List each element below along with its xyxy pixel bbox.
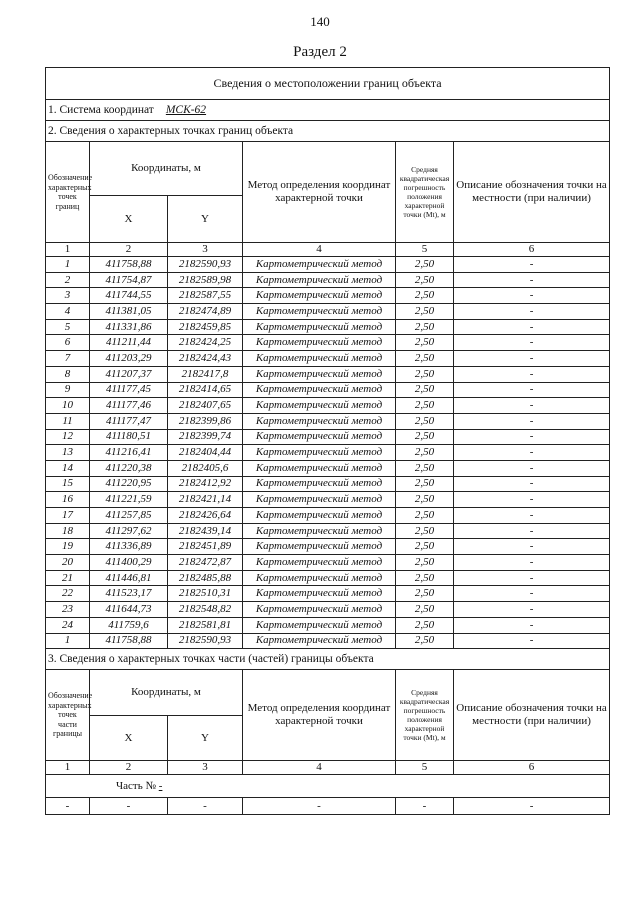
accuracy-cell: 2,50 (396, 492, 454, 508)
method-cell: Картометрический метод (243, 570, 396, 586)
y-coord-cell: 2182590,93 (168, 633, 243, 649)
y-coord-cell: 2182417,8 (168, 366, 243, 382)
description-cell: - (454, 586, 610, 602)
accuracy-cell: 2,50 (396, 460, 454, 476)
x-coord-cell: 411220,95 (90, 476, 168, 492)
point-id-cell: 20 (46, 555, 90, 571)
description-cell: - (454, 617, 610, 633)
y-coord-cell: 2182426,64 (168, 508, 243, 524)
part-label: Часть № (116, 779, 156, 792)
column-number-row (46, 243, 610, 257)
point-id-cell: 16 (46, 492, 90, 508)
method-cell: Картометрический метод (243, 382, 396, 398)
coord-system-row (46, 100, 610, 121)
column-number: 2 (90, 761, 168, 775)
table-row (46, 633, 610, 649)
method-cell: Картометрический метод (243, 492, 396, 508)
x-coord-cell: 411211,44 (90, 335, 168, 351)
header-point-label: Обозначение характерных точек границ (46, 142, 90, 243)
accuracy-cell: 2,50 (396, 523, 454, 539)
table-row (46, 492, 610, 508)
column-number: 4 (243, 243, 396, 257)
x-coord-cell: 411758,88 (90, 257, 168, 273)
table-row (46, 429, 610, 445)
accuracy-cell: 2,50 (396, 413, 454, 429)
y-coord-cell: 2182424,43 (168, 351, 243, 367)
point-id-cell: 22 (46, 586, 90, 602)
column-number: 3 (168, 761, 243, 775)
y-coord-cell: 2182424,25 (168, 335, 243, 351)
table-row (46, 272, 610, 288)
method-cell: Картометрический метод (243, 288, 396, 304)
method-cell: Картометрический метод (243, 555, 396, 571)
point-id-cell: 2 (46, 272, 90, 288)
x-coord-cell: 411744,55 (90, 288, 168, 304)
header-y: Y (168, 716, 243, 761)
accuracy-cell: 2,50 (396, 570, 454, 586)
method-cell: Картометрический метод (243, 304, 396, 320)
accuracy-cell: 2,50 (396, 257, 454, 273)
table-title: Сведения о местоположении границ объекта (46, 68, 610, 100)
coord-system-label: 1. Система координат (48, 103, 154, 116)
y-coord-cell: 2182421,14 (168, 492, 243, 508)
point-id-cell: 17 (46, 508, 90, 524)
description-cell: - (454, 288, 610, 304)
coord-system-value: МСК-62 (165, 103, 207, 116)
method-cell: Картометрический метод (243, 508, 396, 524)
x-coord-cell: 411523,17 (90, 586, 168, 602)
table-row (46, 586, 610, 602)
accuracy-cell: 2,50 (396, 304, 454, 320)
y-coord-cell: 2182405,6 (168, 460, 243, 476)
table-row (46, 304, 610, 320)
table-row (46, 351, 610, 367)
header-y: Y (168, 196, 243, 243)
header-x: X (90, 196, 168, 243)
description-cell: - (454, 555, 610, 571)
method-cell: Картометрический метод (243, 460, 396, 476)
point-id-cell: 3 (46, 288, 90, 304)
table-row (46, 398, 610, 414)
table-cell: - (454, 798, 610, 815)
y-coord-cell: 2182581,81 (168, 617, 243, 633)
table-row (46, 413, 610, 429)
x-coord-cell: 411203,29 (90, 351, 168, 367)
header-method: Метод определения координат характерной точки (243, 670, 396, 761)
x-coord-cell: 411257,85 (90, 508, 168, 524)
y-coord-cell: 2182439,14 (168, 523, 243, 539)
accuracy-cell: 2,50 (396, 633, 454, 649)
part-value: - (158, 779, 163, 792)
table-row (46, 523, 610, 539)
description-cell: - (454, 460, 610, 476)
method-cell: Картометрический метод (243, 398, 396, 414)
x-coord-cell: 411216,41 (90, 445, 168, 461)
table-row (46, 476, 610, 492)
y-coord-cell: 2182590,93 (168, 257, 243, 273)
description-cell: - (454, 335, 610, 351)
description-cell: - (454, 319, 610, 335)
description-cell: - (454, 272, 610, 288)
accuracy-cell: 2,50 (396, 288, 454, 304)
point-id-cell: 7 (46, 351, 90, 367)
x-coord-cell: 411331,86 (90, 319, 168, 335)
accuracy-cell: 2,50 (396, 476, 454, 492)
y-coord-cell: 2182474,89 (168, 304, 243, 320)
point-id-cell: 4 (46, 304, 90, 320)
table-row (46, 335, 610, 351)
accuracy-cell: 2,50 (396, 602, 454, 618)
accuracy-cell: 2,50 (396, 272, 454, 288)
column-number: 3 (168, 243, 243, 257)
table-row (46, 366, 610, 382)
x-coord-cell: 411221,59 (90, 492, 168, 508)
table-cell: - (90, 798, 168, 815)
method-cell: Картометрический метод (243, 523, 396, 539)
x-coord-cell: 411177,47 (90, 413, 168, 429)
page-number: 140 (310, 14, 330, 29)
header-accuracy: Средняя квадратическая погрешность положения характерной точки (Мt), м (396, 670, 454, 761)
accuracy-cell: 2,50 (396, 382, 454, 398)
description-cell: - (454, 539, 610, 555)
table-row (46, 460, 610, 476)
method-cell: Картометрический метод (243, 617, 396, 633)
table-row (46, 617, 610, 633)
point-id-cell: 5 (46, 319, 90, 335)
x-coord-cell: 411759,6 (90, 617, 168, 633)
point-id-cell: 6 (46, 335, 90, 351)
x-coord-cell: 411644,73 (90, 602, 168, 618)
description-cell: - (454, 429, 610, 445)
header-coords: Координаты, м (90, 670, 243, 716)
header-description: Описание обозначения точки на местности (при наличии) (454, 142, 610, 243)
y-coord-cell: 2182459,85 (168, 319, 243, 335)
x-coord-cell: 411177,45 (90, 382, 168, 398)
column-number: 6 (454, 761, 610, 775)
point-id-cell: 12 (46, 429, 90, 445)
table-row (46, 570, 610, 586)
y-coord-cell: 2182510,31 (168, 586, 243, 602)
y-coord-cell: 2182587,55 (168, 288, 243, 304)
description-cell: - (454, 508, 610, 524)
table-cell: - (396, 798, 454, 815)
x-coord-cell: 411180,51 (90, 429, 168, 445)
y-coord-cell: 2182485,88 (168, 570, 243, 586)
method-cell: Картометрический метод (243, 257, 396, 273)
y-coord-cell: 2182472,87 (168, 555, 243, 571)
method-cell: Картометрический метод (243, 539, 396, 555)
accuracy-cell: 2,50 (396, 445, 454, 461)
section2-title: 2. Сведения о характерных точках границ объекта (46, 121, 610, 142)
table-cell: - (46, 798, 90, 815)
table-row (46, 798, 610, 815)
part-label-row (46, 775, 610, 798)
description-cell: - (454, 382, 610, 398)
table-row (46, 539, 610, 555)
point-id-cell: 14 (46, 460, 90, 476)
point-id-cell: 18 (46, 523, 90, 539)
accuracy-cell: 2,50 (396, 335, 454, 351)
header-point-label: Обозначение характерных точек части границы (46, 670, 90, 761)
column-number: 5 (396, 243, 454, 257)
method-cell: Картометрический метод (243, 445, 396, 461)
description-cell: - (454, 633, 610, 649)
method-cell: Картометрический метод (243, 602, 396, 618)
point-id-cell: 13 (46, 445, 90, 461)
y-coord-cell: 2182399,86 (168, 413, 243, 429)
accuracy-cell: 2,50 (396, 586, 454, 602)
method-cell: Картометрический метод (243, 413, 396, 429)
column-number: 1 (46, 761, 90, 775)
x-coord-cell: 411207,37 (90, 366, 168, 382)
accuracy-cell: 2,50 (396, 319, 454, 335)
description-cell: - (454, 366, 610, 382)
description-cell: - (454, 445, 610, 461)
table-row (46, 602, 610, 618)
point-id-cell: 9 (46, 382, 90, 398)
description-cell: - (454, 570, 610, 586)
header-accuracy: Средняя квадратическая погрешность положения характерной точки (Мt), м (396, 142, 454, 243)
column-number-row (46, 761, 610, 775)
y-coord-cell: 2182412,92 (168, 476, 243, 492)
x-coord-cell: 411220,38 (90, 460, 168, 476)
table-cell: - (243, 798, 396, 815)
y-coord-cell: 2182414,65 (168, 382, 243, 398)
point-id-cell: 23 (46, 602, 90, 618)
method-cell: Картометрический метод (243, 476, 396, 492)
x-coord-cell: 411297,62 (90, 523, 168, 539)
column-number: 6 (454, 243, 610, 257)
column-number: 2 (90, 243, 168, 257)
point-id-cell: 10 (46, 398, 90, 414)
table-row (46, 445, 610, 461)
method-cell: Картометрический метод (243, 429, 396, 445)
method-cell: Картометрический метод (243, 633, 396, 649)
header-coords: Координаты, м (90, 142, 243, 196)
x-coord-cell: 411754,87 (90, 272, 168, 288)
method-cell: Картометрический метод (243, 272, 396, 288)
table-row (46, 288, 610, 304)
section-title: Раздел 2 (293, 44, 347, 60)
point-id-cell: 19 (46, 539, 90, 555)
description-cell: - (454, 476, 610, 492)
method-cell: Картометрический метод (243, 351, 396, 367)
point-id-cell: 1 (46, 633, 90, 649)
description-cell: - (454, 257, 610, 273)
method-cell: Картометрический метод (243, 586, 396, 602)
y-coord-cell: 2182407,65 (168, 398, 243, 414)
boundary-table (45, 67, 610, 815)
x-coord-cell: 411381,05 (90, 304, 168, 320)
header-x: X (90, 716, 168, 761)
point-id-cell: 11 (46, 413, 90, 429)
header-description: Описание обозначения точки на местности (при наличии) (454, 670, 610, 761)
x-coord-cell: 411400,29 (90, 555, 168, 571)
accuracy-cell: 2,50 (396, 555, 454, 571)
x-coord-cell: 411336,89 (90, 539, 168, 555)
point-id-cell: 21 (46, 570, 90, 586)
accuracy-cell: 2,50 (396, 508, 454, 524)
description-cell: - (454, 351, 610, 367)
x-coord-cell: 411446,81 (90, 570, 168, 586)
method-cell: Картометрический метод (243, 335, 396, 351)
y-coord-cell: 2182589,98 (168, 272, 243, 288)
accuracy-cell: 2,50 (396, 366, 454, 382)
accuracy-cell: 2,50 (396, 617, 454, 633)
y-coord-cell: 2182451,89 (168, 539, 243, 555)
point-id-cell: 8 (46, 366, 90, 382)
y-coord-cell: 2182399,74 (168, 429, 243, 445)
section3-title: 3. Сведения о характерных точках части (частей) границы объекта (46, 649, 610, 670)
table-row (46, 319, 610, 335)
description-cell: - (454, 413, 610, 429)
x-coord-cell: 411758,88 (90, 633, 168, 649)
y-coord-cell: 2182548,82 (168, 602, 243, 618)
description-cell: - (454, 523, 610, 539)
description-cell: - (454, 602, 610, 618)
point-id-cell: 1 (46, 257, 90, 273)
description-cell: - (454, 304, 610, 320)
table-cell: - (168, 798, 243, 815)
header-method: Метод определения координат характерной точки (243, 142, 396, 243)
x-coord-cell: 411177,46 (90, 398, 168, 414)
table-row (46, 257, 610, 273)
accuracy-cell: 2,50 (396, 429, 454, 445)
table-row (46, 508, 610, 524)
description-cell: - (454, 492, 610, 508)
point-id-cell: 24 (46, 617, 90, 633)
column-number: 1 (46, 243, 90, 257)
column-number: 4 (243, 761, 396, 775)
table-row (46, 555, 610, 571)
point-id-cell: 15 (46, 476, 90, 492)
accuracy-cell: 2,50 (396, 539, 454, 555)
accuracy-cell: 2,50 (396, 398, 454, 414)
method-cell: Картометрический метод (243, 366, 396, 382)
y-coord-cell: 2182404,44 (168, 445, 243, 461)
column-number: 5 (396, 761, 454, 775)
accuracy-cell: 2,50 (396, 351, 454, 367)
method-cell: Картометрический метод (243, 319, 396, 335)
table-row (46, 382, 610, 398)
description-cell: - (454, 398, 610, 414)
